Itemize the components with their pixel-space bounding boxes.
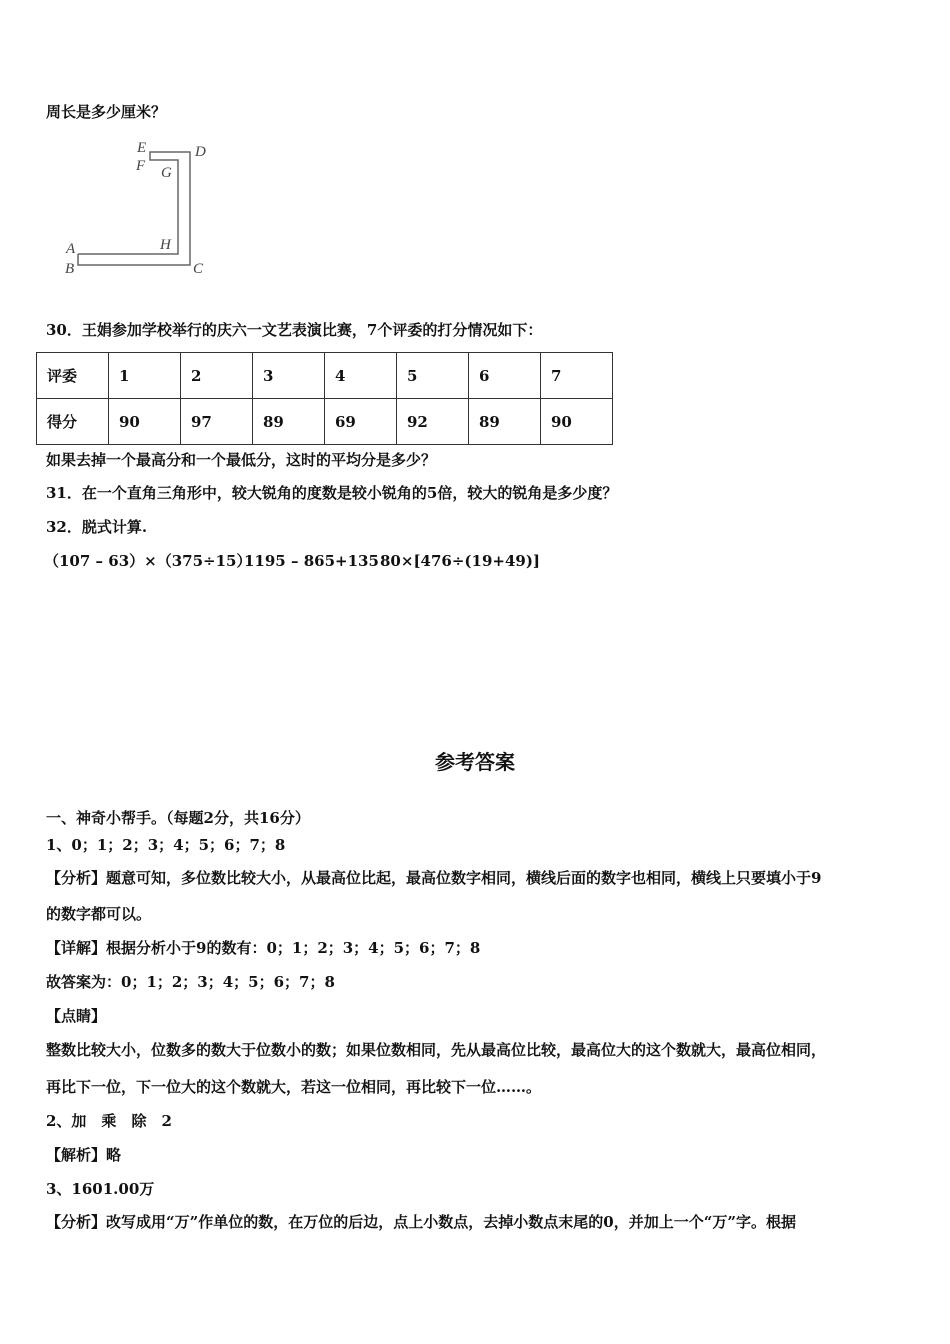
label-d: D: [195, 144, 206, 160]
answer-line: 【点睛】: [46, 1007, 107, 1025]
cell: 90: [109, 399, 181, 445]
answer-line: 再比下一位，下一位大的这个数就大，若这一位相同，再比较下一位……。: [46, 1078, 542, 1096]
answer-line: 整数比较大小，位数多的数大于位数小的数；如果位数相同，先从最高位比较，最高位大的这个数就大，最高位相同，: [46, 1041, 827, 1059]
question-30-ask: 如果去掉一个最高分和一个最低分，这时的平均分是多少？: [46, 451, 437, 469]
question-text: 周长是多少厘米？: [46, 103, 167, 121]
cell: 92: [397, 399, 469, 445]
answer-line: 【分析】改写成用“万”作单位的数，在万位的后边，点上小数点，去掉小数点末尾的0，并加上一个“万”字。根据: [46, 1213, 796, 1231]
cell: 2: [181, 353, 253, 399]
cell: 6: [469, 353, 541, 399]
label-c: C: [193, 261, 204, 277]
answer-line: 【详解】根据分析小于9的数有：0；1；2；3；4；5；6；7；8: [46, 939, 481, 957]
answer-line: 的数字都可以。: [46, 905, 152, 923]
table-row: [37, 399, 613, 445]
answer-line: 【解析】略: [46, 1146, 122, 1164]
cell: 97: [181, 399, 253, 445]
question-31: 31．在一个直角三角形中，较大锐角的度数是较小锐角的5倍，较大的锐角是多少度？: [46, 484, 618, 502]
label-f: F: [136, 158, 146, 174]
label-h: H: [160, 237, 171, 253]
cell: 7: [541, 353, 613, 399]
label-b: B: [65, 261, 75, 277]
cell: 5: [397, 353, 469, 399]
cell: 1: [109, 353, 181, 399]
expr-2: 1195 – 865+135: [244, 552, 379, 570]
answer-line: 一、神奇小帮手。（每题2分，共16分）: [46, 809, 310, 827]
score-table: [36, 352, 613, 445]
label-a: A: [66, 241, 76, 257]
cell: 3: [253, 353, 325, 399]
question-32: 32．脱式计算.: [46, 518, 148, 536]
answer-line: 2、加 乘 除 2: [46, 1112, 172, 1130]
expr-3: 80×[476÷(19+49)]: [380, 552, 541, 570]
answer-title: 参考答案: [435, 750, 515, 774]
cell: 69: [325, 399, 397, 445]
answer-line: 故答案为：0；1；2；3；4；5；6；7；8: [46, 973, 335, 991]
table-row: [37, 353, 613, 399]
expr-1: （107 – 63）×（375÷15）: [44, 552, 252, 570]
answer-line: 1、0；1；2；3；4；5；6；7；8: [46, 836, 286, 854]
cell: 评委: [37, 353, 109, 399]
answer-line: 3、1601.00万: [46, 1180, 155, 1198]
cell: 4: [325, 353, 397, 399]
question-30: 30．王娟参加学校举行的庆六一文艺表演比赛，7个评委的打分情况如下：: [46, 321, 543, 339]
cell: 90: [541, 399, 613, 445]
cell: 89: [469, 399, 541, 445]
cell: 得分: [37, 399, 109, 445]
answer-line: 【分析】题意可知，多位数比较大小，从最高位比起，最高位数字相同，横线后面的数字也相同，横线上只要填小于9: [46, 869, 822, 887]
label-e: E: [137, 140, 147, 156]
figure-outline: [78, 152, 190, 265]
cell: 89: [253, 399, 325, 445]
label-g: G: [161, 165, 172, 181]
perimeter-figure: [0, 0, 950, 300]
